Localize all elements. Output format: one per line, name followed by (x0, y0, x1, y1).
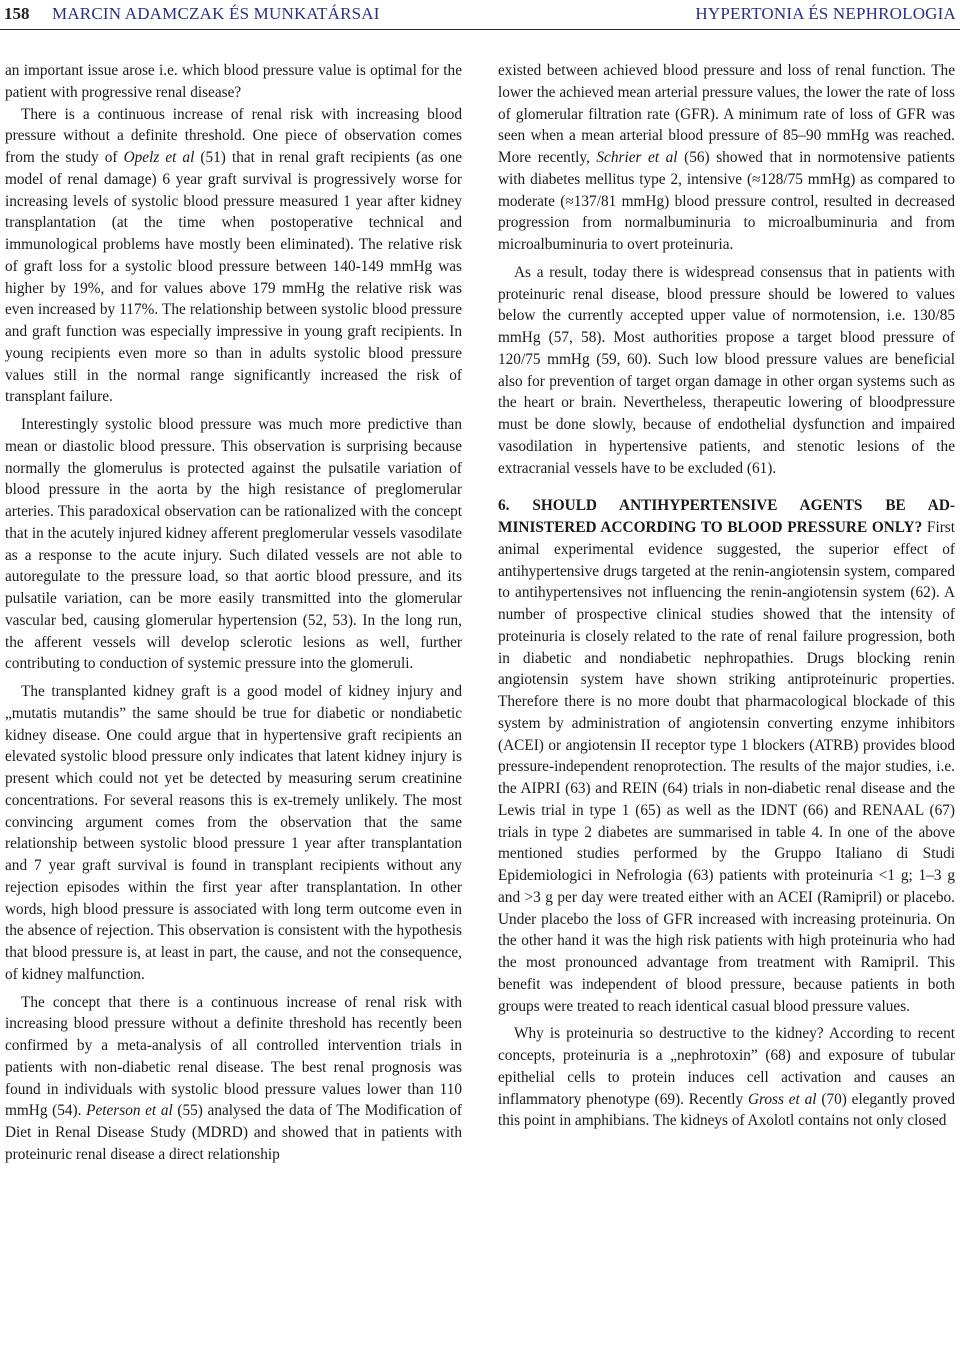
paragraph: The concept that there is a continuous increase of renal risk with increasing blood pressure without a definite threshold has recently been confirmed by a meta-analysis of all controlled intervention trials in patients with non-diabetic renal disease. The best renal prognosis was found in individuals with systolic blood pressure values lower than 110 mmHg (54). Peterson et al (55) analysed the data of The Modification of Diet in Renal Disease Study (MDRD) and showed that in patients with proteinuric renal disease a direct relationship (5, 993, 462, 1163)
section-heading: 6. SHOULD ANTIHYPERTENSIVE AGENTS BE AD-MINISTERED ACCORDING TO BLOOD PRESSURE ONLY? (498, 497, 955, 536)
paragraph: existed between achieved blood pressure and loss of renal function. The lower the achieved mean arterial pressure values, the lower the rate of loss of glomerular filtration rate (GFR). A minimum rate of loss of GFR was seen when a mean arterial blood pressure of 85–90 mmHg was reached. More recently, Schrier et al (56) showed that in normotensive patients with diabetes mellitus type 2, intensive (≈128/75 mmHg) as compared to moderate (≈137/81 mmHg) blood pressure control, resulted in decreased progression from normalbuminuria to microalbuminuria and from microalbuminuria to overt proteinuria. (498, 62, 955, 253)
paragraph: There is a continuous increase of renal risk with increasing blood pressure without a definite threshold. One piece of observation comes from the study of Opelz et al (51) that in renal graft recipients (as one model of renal damage) 6 year graft survival is progressively worse for increasing levels of systolic blood pressure measured 1 year after kidney transplantation (at the time when postoperative technical and immunological problems have mostly been eliminated). The relative risk of graft loss for a systolic blood pressure between 140-149 mmHg was higher by 19%, and for values above 179 mmHg the relative risk was even increased by 117%. The relationship between systolic blood pressure and graft function was especially impressive in young graft recipients. In young recipients even more so than in adults systolic blood pressure values still in the normal range significantly increased the risk of transplant failure. (5, 105, 463, 406)
paragraph: As a result, today there is widespread consensus that in patients with proteinuric renal disease, blood pressure should be lowered to values below the currently accepted upper value of normotension, i.e. 130/85 mmHg (57, 58). Most authorities propose a target blood pressure of 120/75 mmHg (59, 60). Such low blood pressure values are beneficial also for prevention of target organ damage in other organ systems such as the heart or brain. Nevertheless, therapeutic lowering of bloodpressure must be done slowly, because of endothelial dysfunction and impaired vasodilation in hypertensive patients, and stenotic lesions of the extracranial vessels have to be excluded (61). (498, 263, 955, 477)
paragraph: an important issue arose i.e. which blood pressure value is optimal for the patient with progressive renal disease? (5, 62, 462, 101)
left-column (5, 60, 462, 1166)
paragraph: Interestingly systolic blood pressure was much more predictive than mean or diastolic blood pressure. This observation is surprising because normally the glomerulus is protected against the pulsatile variation of blood pressure in the aorta by the high resistance of preglomerular arteries. This paradoxical observation can be rationalized with the concept that in the acutely injured kidney afferent preglomerular vessels vasodilate as a response to the acute injury. Such dilated vessels are not able to autoregulate to the pressure load, so that aortic blood pressure, and its pulsatile variation, can be more easily transmitted into the glomerular vascular bed, causing glomerular hypertension (52, 53). In the long run, the afferent vessels will develop sclerotic lesions as well, further contributing to conduction of systemic pressure into the glomeruli. (5, 416, 462, 673)
paragraph: The transplanted kidney graft is a good model of kidney injury and „mutatis mutandis” the same should be true for diabetic or nondiabetic kidney disease. One could argue that in hypertensive graft recipients an elevated systolic blood pressure only indicates that latent kidney injury is present which could not yet be detected by measuring serum creatinine concentrations. For several reasons this is ex-tremely unlikely. The most convincing argument comes from the observation that the same relationship between systolic blood pressure 1 year after transplantation and 7 year graft survival is found in transplant recipients without any rejection episodes within the first year after transplantation. In other words, high blood pressure is associated with long term outcome even in the absence of rejection. This observation is consistent with the hypothesis that blood pressure is, at least in part, the cause, and not the consequence, of kidney malfunction. (5, 683, 462, 983)
right-column (498, 60, 955, 1132)
paragraph: Why is proteinuria so destructive to the kidney? According to recent concepts, proteinuria is a „nephrotoxin” (68) and exposure of tubular epithelial cells to protein induces cell activation and causes an inflammatory phenotype (69). Recently Gross et al (70) elegantly proved this point in amphibians. The kidneys of Axolotl contains not only closed (498, 1025, 956, 1130)
page-number: 158 (4, 4, 30, 23)
running-authors: MARCIN ADAMCZAK ÉS MUNKATÁRSAI (52, 4, 380, 23)
running-header (0, 0, 960, 30)
journal-title: HYPERTONIA ÉS NEPHROLOGIA (695, 4, 956, 23)
section-paragraph: 6. SHOULD ANTIHYPERTENSIVE AGENTS BE AD-MINISTERED ACCORDING TO BLOOD PRESSURE ONLY? First animal experimental evidence suggested, the superior effect of antihypertensive drugs targeted at the renin-angiotensin system, compared to antihypertensives not influencing the renin-angiotensin system (62). A number of prospective clinical studies showed that the intensity of proteinuria is closely related to the rate of renal failure progression, both in diabetic and nondiabetic nephropathies. Drugs blocking renin angiotensin system have shown striking antiproteinuric properties. Therefore there is no more doubt that pharmacological blockade of this system by administration of angiotensin converting enzyme inhibitors (ACEI) or angiotensin II receptor type 1 blockers (ATRB) provides blood pressure-independent renoprotection. The results of the major studies, i.e. the AIPRI (63) and REIN (64) trials in non-diabetic renal disease and the Lewis trial in type 1 (65) as well as the IDNT (66) and RENAAL (67) trials in type 2 diabetes are summarised in table 4. In one of the above mentioned studies performed by the Gruppo Italiano di Studi Epidemiologici in Nefrologia (63) patients with proteinuria <1 g; 1–3 g and >3 g per day were treated either with an ACEI (Ramipril) or placebo. Under placebo the loss of GFR increased with increasing proteinuria. On the other hand it was the high risk patients with high proteinuria who had the most pronounced advantage from treatment with Ramipril. This benefit was independent of blood pressure, because patients in both groups were treated to reach identical casual blood pressure values. (498, 497, 955, 1015)
